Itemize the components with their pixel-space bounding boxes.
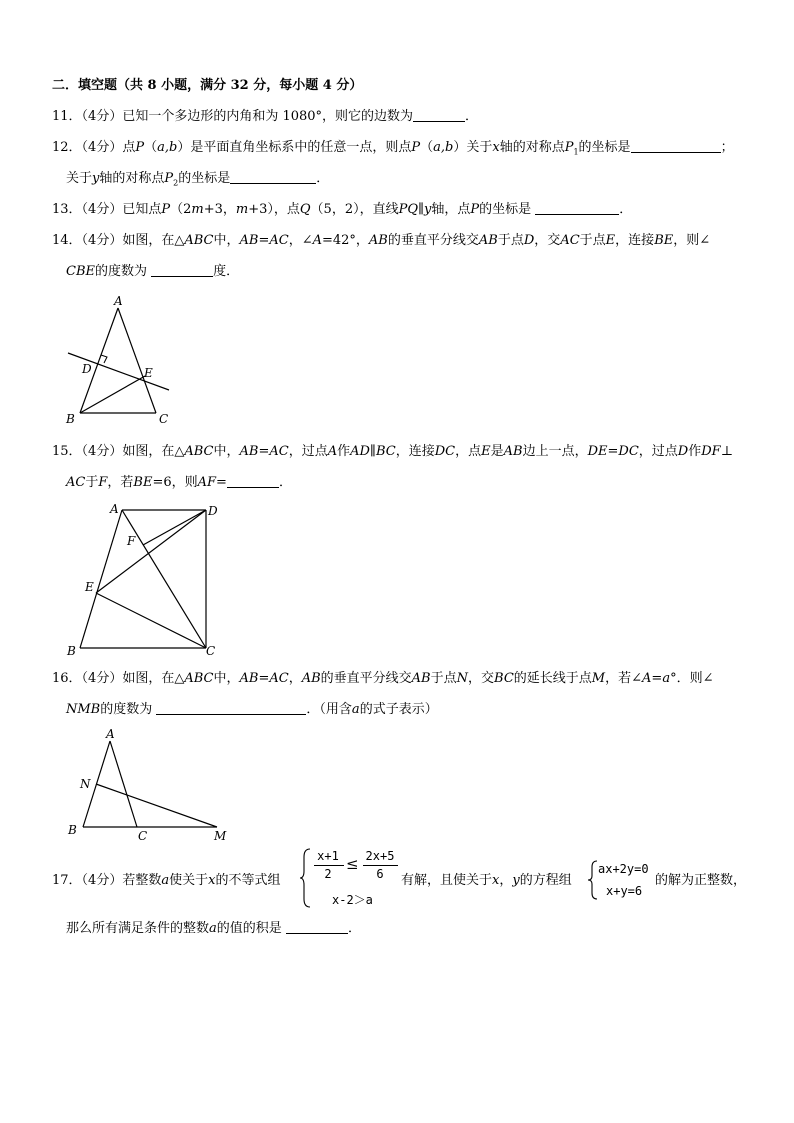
q16-var: AB — [301, 671, 321, 686]
q12-text: 轴的对称点 — [99, 171, 165, 186]
q16-text: ，交 — [468, 671, 495, 686]
q13-text: （2 — [170, 202, 192, 217]
q17-equation-brace — [588, 860, 598, 900]
q14-text: = — [258, 233, 270, 248]
q15-text: ∥ — [369, 444, 376, 459]
q15-answer-blank[interactable] — [227, 474, 279, 488]
q15-text: ，过点 — [288, 444, 328, 459]
q13-text: 的坐标是 — [479, 202, 532, 217]
fig16-label-n: N — [80, 777, 91, 791]
q16-text: °．则∠ — [670, 671, 714, 686]
fig14-label-d: D — [82, 362, 92, 376]
q13-answer-blank[interactable] — [535, 201, 619, 215]
fig16-label-c: C — [138, 829, 148, 843]
q17-var: y — [512, 873, 520, 888]
q12-answer-blank-1[interactable] — [631, 139, 721, 153]
q11-answer-blank[interactable] — [413, 108, 465, 122]
q14-text: ，交 — [534, 233, 561, 248]
fig14-segment-be — [80, 376, 145, 413]
q12-var: P — [411, 140, 421, 155]
q13-var: m — [191, 202, 204, 217]
fig15-segment-df — [143, 510, 206, 545]
q14-text: 于点 — [497, 233, 524, 248]
q17-score: （4分） — [81, 873, 123, 888]
q16-text: 中， — [213, 671, 240, 686]
section-title: 二．填空题（共 8 小题，满分 32 分，每小题 4 分） — [52, 78, 363, 93]
q12-text: 的坐标是 — [578, 140, 631, 155]
q12-var: a,b — [157, 140, 178, 155]
q14-var: CBE — [66, 264, 95, 279]
q17-answer-blank[interactable] — [286, 920, 348, 934]
q15-text: = — [258, 444, 270, 459]
q15-text: 作 — [688, 444, 702, 459]
fig16-label-m: M — [214, 829, 227, 843]
q11-end: ． — [465, 109, 479, 124]
q14-text: 度． — [213, 264, 240, 279]
q15-text: = — [216, 475, 227, 490]
question-15-line2 — [66, 474, 292, 492]
q12-text: 关于 — [66, 171, 93, 186]
fig14-label-c: C — [159, 412, 169, 426]
q16-text: ， — [288, 671, 302, 686]
q15-var: F — [98, 475, 108, 490]
fig15-label-e: E — [85, 580, 94, 594]
q16-text: = — [258, 671, 270, 686]
q17-text: 使关于 — [169, 873, 209, 888]
q13-text: 已知点 — [122, 202, 162, 217]
q17-ineq-leq: ≤ — [346, 855, 359, 873]
q15-var: ABC — [184, 444, 214, 459]
question-15 — [52, 443, 733, 461]
q15-var: AF — [197, 475, 217, 490]
q15-text: =6，则 — [152, 475, 198, 490]
q15-text: ，点 — [455, 444, 482, 459]
q15-number: 15． — [52, 444, 82, 459]
q13-var: Q — [299, 202, 311, 217]
q11-number: 11． — [52, 109, 82, 124]
q15-var: DC — [434, 444, 456, 459]
q14-text: 于点 — [579, 233, 606, 248]
question-17 — [52, 872, 280, 890]
q15-var: AC — [269, 444, 289, 459]
fig16-label-b: B — [68, 823, 77, 837]
fig15-side-ab — [80, 510, 122, 648]
q16-var: M — [591, 671, 606, 686]
q14-var: AC — [560, 233, 580, 248]
fig15-segment-de — [96, 510, 206, 593]
q11-score: （4分） — [81, 109, 123, 124]
q16-score: （4分） — [81, 671, 123, 686]
q15-var: A — [327, 444, 338, 459]
q17-text: ， — [499, 873, 513, 888]
q15-end: ． — [278, 475, 292, 490]
q17-text: 的不等式组 — [215, 873, 281, 888]
question-17-middle — [401, 872, 572, 890]
q14-score: （4分） — [81, 233, 123, 248]
q14-text: ，则∠ — [673, 233, 711, 248]
fig15-label-a: A — [110, 502, 119, 516]
q17-end: ． — [347, 921, 361, 936]
q15-score: （4分） — [81, 444, 123, 459]
q15-var: D — [677, 444, 689, 459]
q17-ineq-numerator-2: 2x+5 — [365, 849, 395, 863]
q17-ineq-denominator-1: 2 — [324, 867, 332, 881]
fig16-bisector-nm — [96, 784, 217, 827]
q17-equation-system — [588, 860, 658, 900]
q17-inequality-brace — [300, 847, 312, 909]
q15-var: AD — [350, 444, 370, 459]
question-16 — [52, 670, 713, 688]
q17-text: 的方程组 — [519, 873, 572, 888]
question-12-line2 — [66, 170, 329, 193]
question-16-line2 — [66, 701, 438, 719]
q17-text: 的解为正整数， — [655, 873, 747, 888]
q12-text: 轴的对称点 — [499, 140, 565, 155]
q15-var: AB — [239, 444, 259, 459]
q11-text: 已知一个多边形的内角和为 1080°，则它的边数为 — [122, 109, 414, 124]
q17-text: 那么所有满足条件的整数 — [66, 921, 210, 936]
q13-number: 13． — [52, 202, 82, 217]
q14-var: AC — [269, 233, 289, 248]
q12-text: ）关于 — [453, 140, 493, 155]
q13-text: 轴，点 — [431, 202, 471, 217]
q16-var: AC — [269, 671, 289, 686]
q13-text: ∥ — [418, 202, 425, 217]
fig16-label-a: A — [106, 727, 115, 741]
figure-14 — [60, 290, 180, 430]
q14-var: BE — [654, 233, 674, 248]
q14-text: ，∠ — [288, 233, 313, 248]
q16-var: BC — [494, 671, 514, 686]
fig14-label-e: E — [144, 366, 153, 380]
figure-15 — [60, 498, 230, 660]
q15-text: = — [607, 444, 619, 459]
q15-var: DC — [618, 444, 639, 459]
q15-text: ，若 — [107, 475, 134, 490]
question-14 — [52, 232, 710, 250]
q13-var: PQ — [398, 202, 418, 217]
q16-var: A — [642, 671, 652, 686]
q17-equation-2: x+y=6 — [606, 884, 643, 898]
q16-var: a — [351, 702, 360, 717]
q14-var: ABC — [184, 233, 214, 248]
q15-text: ，连接 — [395, 444, 435, 459]
q13-score: （4分） — [81, 202, 123, 217]
q16-text: 如图，在△ — [122, 671, 185, 686]
q17-text: 的值的积是 — [216, 921, 282, 936]
fig16-side-ac — [110, 741, 137, 827]
q12-text: （ — [144, 140, 158, 155]
q16-text: ．（用含 — [306, 702, 352, 717]
q17-var: a — [209, 921, 217, 936]
q12-score: （4分） — [81, 140, 123, 155]
q12-end: ． — [316, 171, 330, 186]
q12-text: 点 — [122, 140, 136, 155]
fig15-label-b: B — [67, 644, 76, 658]
fig14-side-ab — [80, 308, 118, 413]
q16-var: NMB — [66, 702, 101, 717]
q13-var: m — [235, 202, 249, 217]
question-12 — [52, 139, 734, 162]
q15-text: 边上一点， — [522, 444, 588, 459]
q16-text: 的延长线于点 — [513, 671, 592, 686]
q16-text: 于点 — [430, 671, 457, 686]
q13-text: +3， — [203, 202, 236, 217]
q16-var: AB — [411, 671, 431, 686]
q15-var: BE — [133, 475, 153, 490]
q15-var: DE — [587, 444, 608, 459]
q15-var: DF — [701, 444, 721, 459]
q16-var: N — [456, 671, 469, 686]
q17-ineq-fraction-bar-2 — [363, 865, 398, 866]
fig14-label-a: A — [114, 294, 123, 308]
q16-number: 16． — [52, 671, 82, 686]
q17-text: 若整数 — [122, 873, 162, 888]
q14-answer-blank[interactable] — [151, 263, 213, 277]
fig15-label-c: C — [206, 644, 216, 658]
q14-text: 的度数为 — [95, 264, 148, 279]
q15-var: AB — [503, 444, 523, 459]
q15-var: E — [481, 444, 491, 459]
q17-number: 17． — [52, 873, 82, 888]
q12-var: P — [135, 140, 145, 155]
q12-var: P — [164, 171, 174, 186]
q15-var: BC — [375, 444, 396, 459]
figure-16 — [60, 726, 240, 846]
fig15-label-d: D — [208, 504, 218, 518]
q17-ineq-denominator-2: 6 — [376, 867, 384, 881]
q12-var: y — [92, 171, 100, 186]
q15-text: 作 — [337, 444, 351, 459]
q16-var: a — [662, 671, 671, 686]
q17-ineq-numerator-1: x+1 — [317, 849, 339, 863]
q15-text: 如图，在△ — [122, 444, 185, 459]
q17-var: x — [492, 873, 500, 888]
fig14-label-b: B — [66, 412, 75, 426]
q17-inequality-system — [300, 847, 400, 909]
q16-answer-blank[interactable] — [156, 701, 306, 715]
q12-number: 12． — [52, 140, 82, 155]
q12-var: x — [492, 140, 500, 155]
q13-var: y — [424, 202, 432, 217]
fig14-right-angle-mark — [101, 355, 107, 363]
q15-text: 中， — [213, 444, 240, 459]
q17-equation-1: ax+2y=0 — [598, 862, 649, 876]
q12-subscript: 2 — [173, 178, 179, 188]
q14-var: E — [605, 233, 616, 248]
q13-var: P — [470, 202, 480, 217]
q12-text: （ — [420, 140, 434, 155]
q16-var: AB — [239, 671, 259, 686]
q16-text: ，若∠ — [605, 671, 643, 686]
q14-text: 如图，在△ — [122, 233, 185, 248]
q16-text: 的垂直平分线交 — [320, 671, 412, 686]
q13-text: （5，2），直线 — [310, 202, 399, 217]
q14-var: A — [312, 233, 322, 248]
q16-text: = — [651, 671, 663, 686]
fig15-label-f: F — [127, 534, 136, 548]
question-17-line2 — [66, 920, 361, 938]
q14-text: 中， — [213, 233, 240, 248]
q17-var: x — [208, 873, 216, 888]
q17-ineq-second: x-2＞a — [332, 893, 373, 907]
q13-text: +3），点 — [248, 202, 300, 217]
q12-var: a,b — [433, 140, 454, 155]
q15-text: ，过点 — [638, 444, 678, 459]
q14-text: 的垂直平分线交 — [387, 233, 479, 248]
q12-answer-blank-2[interactable] — [230, 170, 316, 184]
q12-subscript: 1 — [573, 147, 579, 157]
q16-text: 的式子表示） — [359, 702, 438, 717]
q14-text: =42°， — [321, 233, 369, 248]
q13-end: ． — [619, 202, 633, 217]
q14-var: D — [523, 233, 535, 248]
question-13 — [52, 201, 632, 219]
q17-ineq-fraction-bar-1 — [314, 865, 344, 866]
q14-var: AB — [368, 233, 388, 248]
q14-text: ，连接 — [615, 233, 655, 248]
q12-text: ）是平面直角坐标系中的任意一点，则点 — [177, 140, 412, 155]
q16-var: ABC — [184, 671, 214, 686]
q15-text: 于 — [85, 475, 99, 490]
q12-text: 的坐标是 — [178, 171, 231, 186]
q17-text: 有解，且使关于 — [401, 873, 493, 888]
q14-number: 14． — [52, 233, 82, 248]
q14-var: AB — [478, 233, 498, 248]
q14-var: AB — [239, 233, 259, 248]
q15-text: 是 — [490, 444, 504, 459]
q12-text: ； — [720, 140, 734, 155]
question-11 — [52, 108, 478, 126]
q15-var: AC — [66, 475, 86, 490]
q17-var: a — [161, 873, 170, 888]
q12-var: P — [564, 140, 574, 155]
question-14-line2 — [66, 263, 239, 281]
fig14-side-ac — [118, 308, 156, 413]
q13-var: P — [161, 202, 171, 217]
question-17-end — [655, 872, 746, 890]
q16-text: 的度数为 — [100, 702, 153, 717]
q15-text: ⊥ — [720, 444, 733, 459]
